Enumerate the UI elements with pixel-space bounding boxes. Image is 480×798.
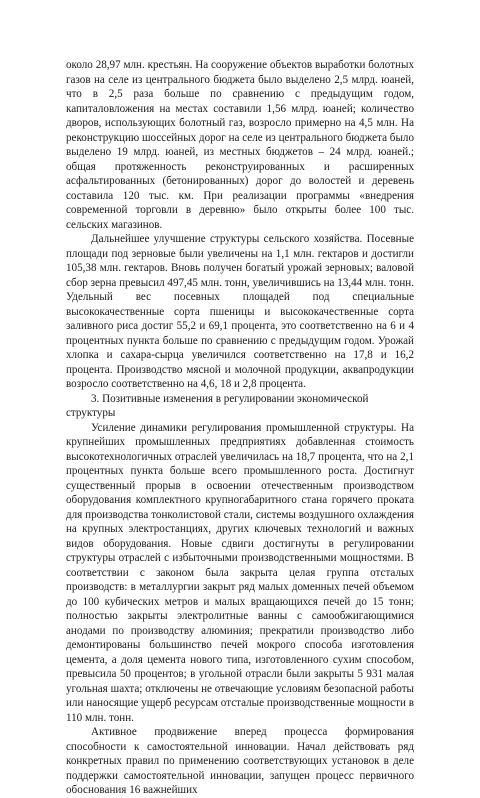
paragraph-agriculture-structure: Дальнейшее улучшение структуры сельского хозяйства. Посевные площади под зерновые были увеличены на 1,1 млн. гектаров и достигли 105,38 млн. гектаров. Вновь получен богатый урожай зерновых; валовой сбор зерна превысил 497,45 млн. тонн, увеличившись на 13,44 млн. тонн. Удельный вес посевных площадей под специальные высококачественные сорта пшеницы и высококачественные сорта заливного риса достиг 55,2 и 69,1 процента, это соответственно на 6 и 4 процентных пункта больше по сравнению с предыдущим годом. Урожай хлопка и сахара-сырца увеличился соответственно на 17,8 и 16,2 процента. Производство мясной и молочной продукции, аквапродукции возросло соответственно на 4,6, 18 и 2,8 процента. [66,233,414,390]
document-page [66,58,414,798]
paragraph-innovation: Активное продвижение вперед процесса формирования способности к самостоятельной инновации. Начал действовать ряд конкретных правил по применению соответствующих установок в деле поддержки самостоятельной инновации, запущен процесс первичного обоснования 16 важнейших [66,726,414,796]
paragraph-rural-infrastructure: около 28,97 млн. крестьян. На сооружение объектов выработки болотных газов на селе из центрального бюджета было выделено 2,5 млрд. юаней, что в 2,5 раза больше по сравнению с предыдущим годом, капиталовложения на местах составили 1,56 млрд. юаней; количество дворов, использующих болотный газ, возросло примерно на 4,5 млн. На реконструкцию шоссейных дорог на селе из центрального бюджета было выделено 19 млрд. юаней, из местных бюджетов – 24 млрд. юаней.; общая протяженность реконструированных и расширенных асфальтированных (бетонированных) дорог до волостей и деревень составила 120 тыс. км. При реализации программы «внедрения современной торговли в деревню» было открыты более 100 тыс. сельских магазинов. [66,59,414,231]
section-heading: 3. Позитивные изменения в регулировании экономической структуры [66,392,369,419]
paragraph-industrial-structure: Усиление динамики регулирования промышленной структуры. На крупнейших промышленных предприятиях добавленная стоимость высокотехнологичных отраслей увеличилась на 18,7 процента, что на 2,1 процентных пункта больше всего промышленного роста. Достигнут существенный прорыв в освоении отечественным производством оборудования комплектного крупногабаритного стана горячего проката для производства тонколистовой стали, системы воздушного охлаждения на крупных электростанциях, других ключевых технологий и важных видов оборудования. Новые сдвиги достигнуты в регулировании структуры отраслей с избыточными производственными мощностями. В соответствии с законом была закрыта целая группа отсталых производств: в металлургии закрыт ряд малых доменных печей объемом до 100 кубических метров и малых вращающихся печей до 15 тонн; полностью закрыты электролитные ванны с самообжигающимися анодами по производству алюминия; прекратили производство либо демонтированы большинство печей мокрого способа изготовления цемента, а доля цемента нового типа, изготовленного сухим способом, превысила 50 процентов; в угольной отрасли были закрыты 5 931 малая угольная шахта; отключены не отвечающие условиям безопасной работы или наносящие ущерб ресурсам отсталые производственные мощности в 110 млн. тонн. [66,421,414,724]
